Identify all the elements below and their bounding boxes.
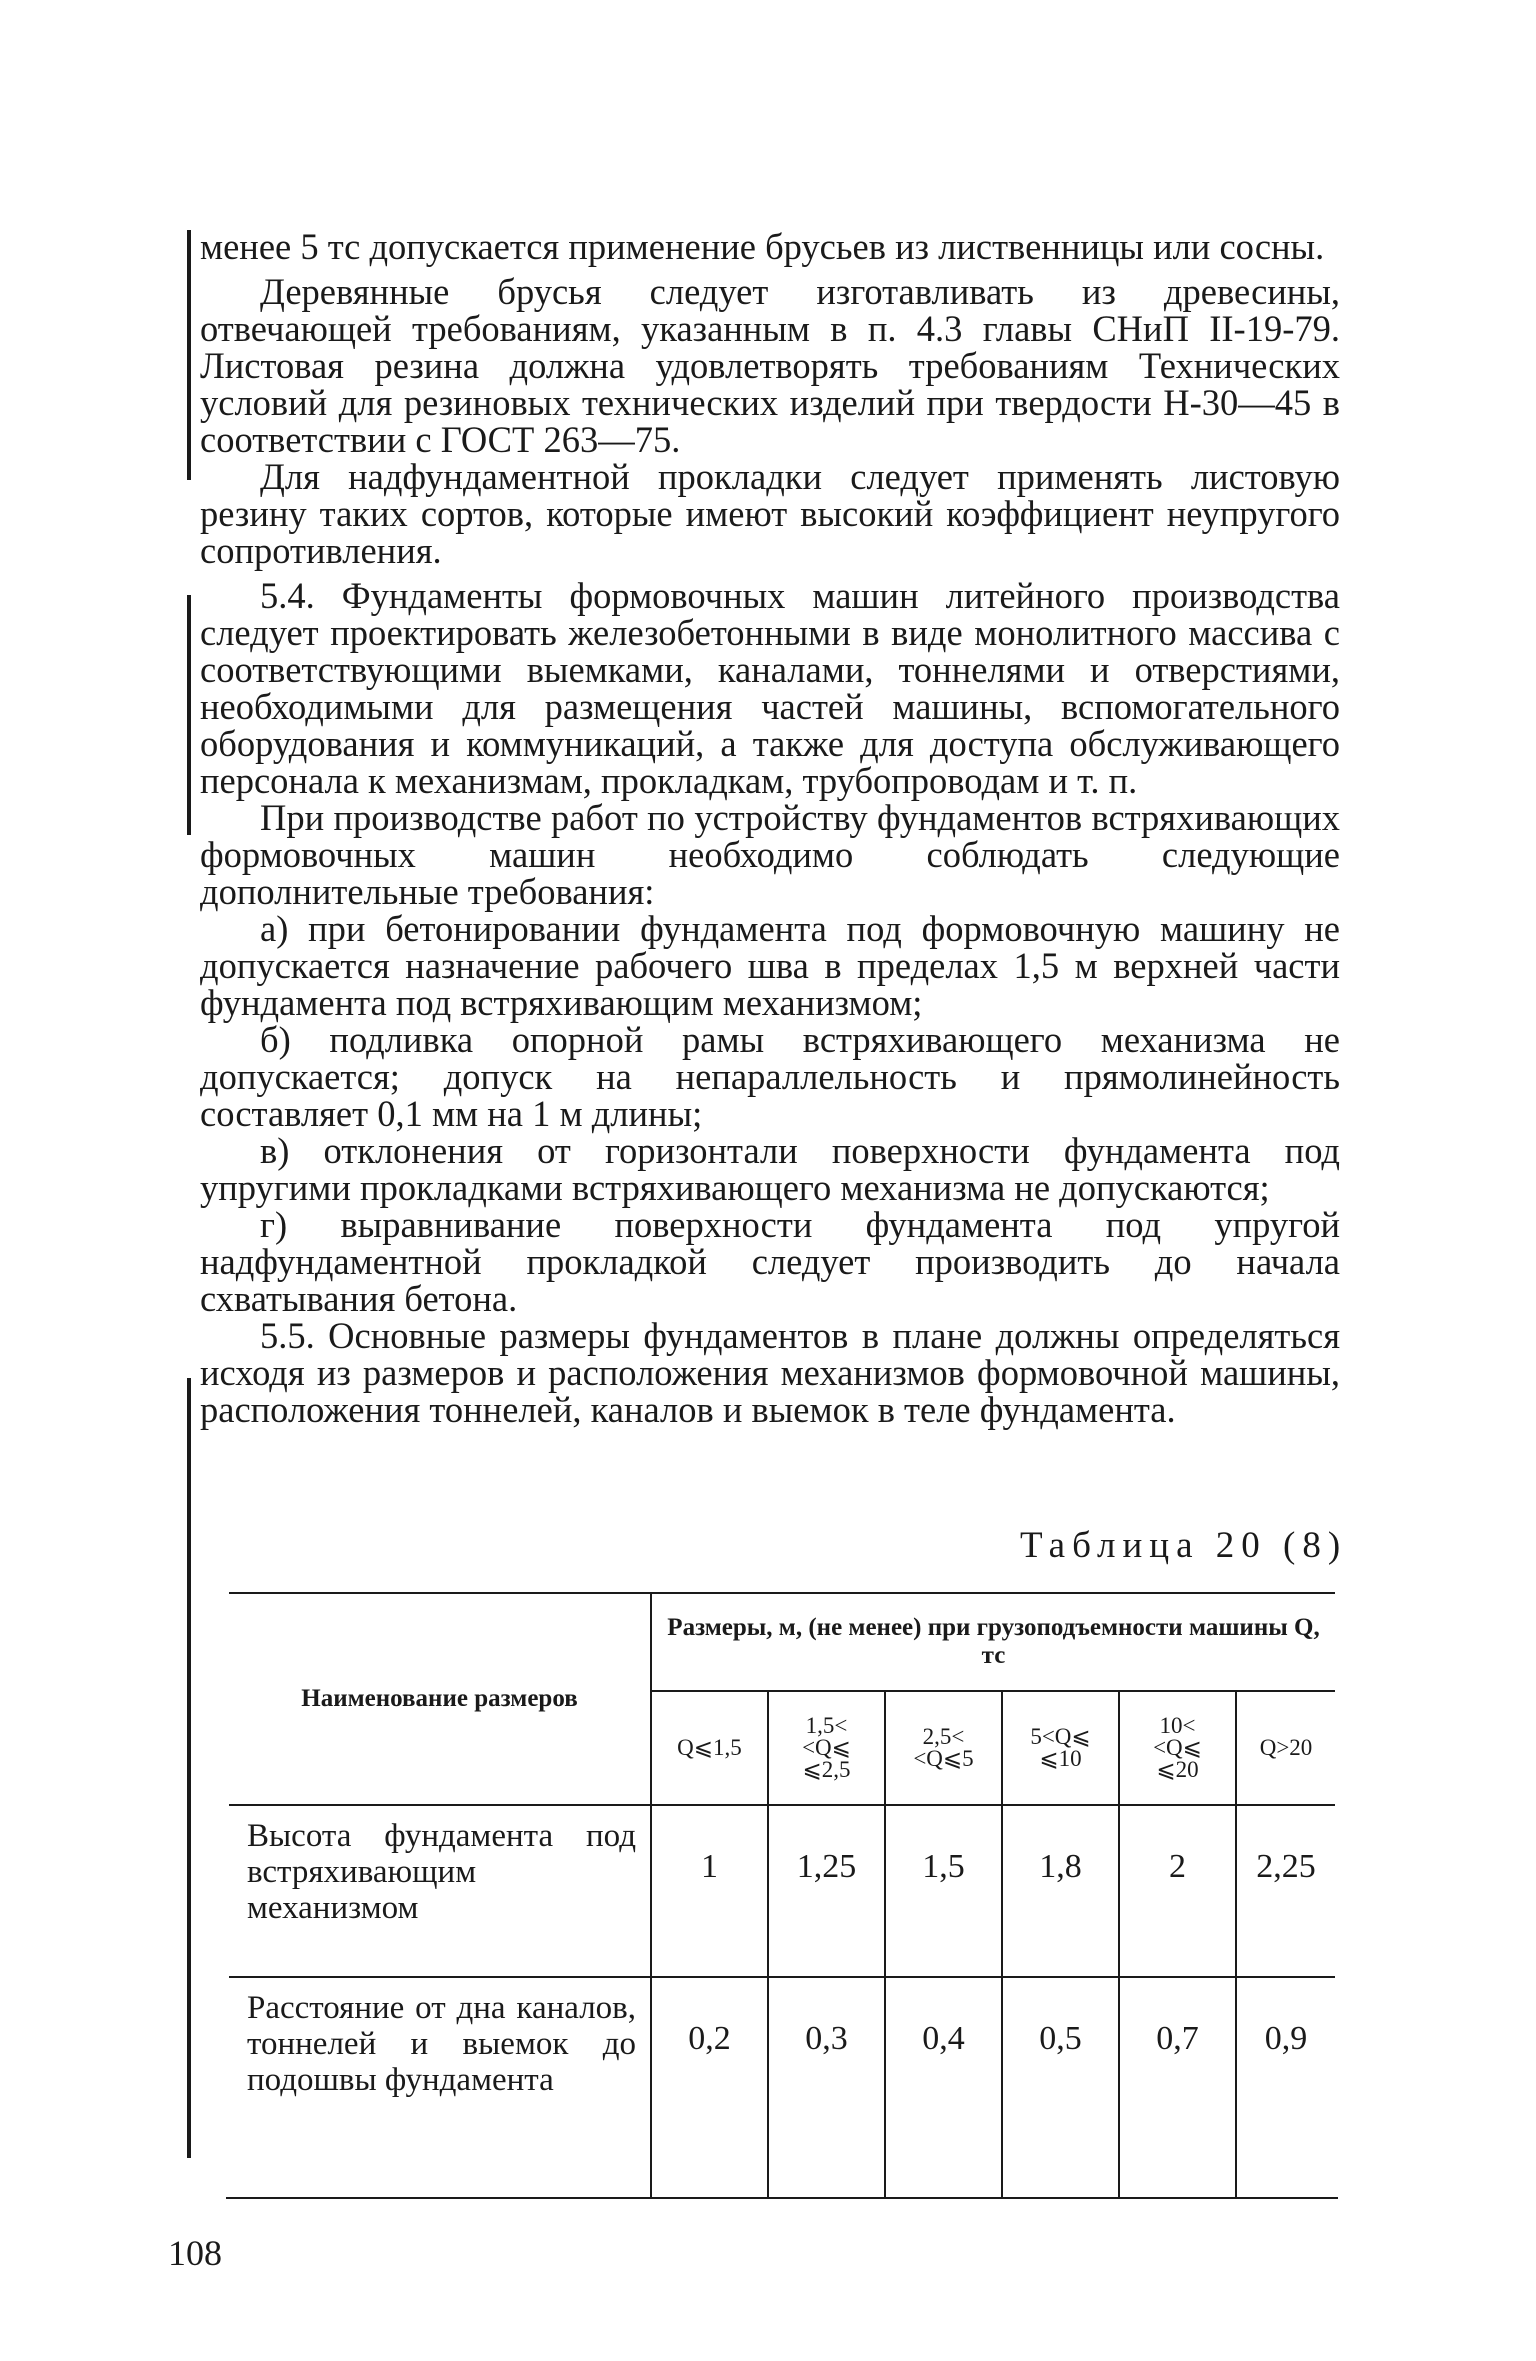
cell: 1,5 bbox=[885, 1805, 1002, 1977]
section-5-5: 5.5. Основные размеры фундаментов в плане должны определяться исходя из размеров и расположения механизмов формовочной машины, расположения тоннелей, каналов и выемок в теле фундамента. bbox=[200, 1315, 1340, 1430]
cell: 1,25 bbox=[768, 1805, 885, 1977]
revision-bar bbox=[187, 230, 191, 480]
list-item-a: а) при бетонировании фундамента под формовочную машину не допускается назначение рабочего шва в пределах 1,5 м верхней части фундамента под встряхивающим механизмом; bbox=[200, 908, 1340, 1023]
page-number: 108 bbox=[168, 2233, 222, 2273]
table-row bbox=[229, 1805, 1335, 1977]
paragraph: При производстве работ по устройству фундаментов встряхивающих формовочных машин необходимо соблюдать следующие дополнительные требования: bbox=[200, 797, 1340, 912]
table-row bbox=[229, 1977, 1335, 2199]
cell: 2,25 bbox=[1236, 1805, 1335, 1977]
dimensions-table bbox=[229, 1592, 1335, 2199]
header-name: Наименование размеров bbox=[229, 1593, 651, 1805]
column-header: 5<Q⩽ ⩽10 bbox=[1002, 1691, 1119, 1805]
section-5-4: 5.4. Фундаменты формовочных машин литейного производства следует проектировать железобетонными в виде монолитного массива с соответствующими выемками, каналами, тоннелями и отверстиями, необходимыми для размещения частей машины, вспомогательного оборудования и коммуникаций, а также для доступа обслуживающего персонала к механизмам, прокладкам, трубопроводам и т. п. bbox=[200, 575, 1340, 801]
cell: 0,9 bbox=[1264, 2020, 1308, 2057]
list-item-g: г) выравнивание поверхности фундамента под упругой надфундаментной прокладкой следует производить до начала схватывания бетона. bbox=[200, 1204, 1340, 1319]
cell: 1 bbox=[651, 1805, 768, 1977]
cell: 0,7 bbox=[1119, 1977, 1236, 2199]
paragraph: Деревянные брусья следует изготавливать из древесины, отвечающей требованиям, указанным в п. 4.3 главы СНиП II-19-79. Листовая резина должна удовлетворять требованиям Технических условий для резиновых технических изделий при твердости Н-30—45 в соответствии с ГОСТ 263—75. bbox=[200, 271, 1340, 460]
paragraph: Для надфундаментной прокладки следует применять листовую резину таких сортов, которые имеют высокий коэффициент неупругого сопротивления. bbox=[200, 456, 1340, 571]
revision-bar bbox=[187, 595, 191, 835]
body-text bbox=[200, 228, 1340, 1428]
cell: 0,4 bbox=[885, 1977, 1002, 2199]
column-header: 10< <Q⩽ ⩽20 bbox=[1119, 1691, 1236, 1805]
column-header: Q>20 bbox=[1236, 1691, 1335, 1805]
revision-bar bbox=[187, 1378, 191, 2158]
row-name: Расстояние от дна каналов, тоннелей и выемок до подошвы фундамента bbox=[229, 1977, 651, 2199]
row-name: Высота фундамента под встряхивающим механизмом bbox=[229, 1805, 651, 1977]
cell: 0,3 bbox=[768, 1977, 885, 2199]
cell: 0,5 bbox=[1002, 1977, 1119, 2199]
cell: 0,2 bbox=[651, 1977, 768, 2199]
cell: 1,8 bbox=[1002, 1805, 1119, 1977]
column-header: 2,5< <Q⩽5 bbox=[885, 1691, 1002, 1805]
header-group: Размеры, м, (не менее) при грузоподъемности машины Q, тс bbox=[651, 1593, 1335, 1691]
paragraph: менее 5 тс допускается применение брусьев из лиственницы или сосны. bbox=[200, 226, 1325, 267]
table-caption: Таблица 20 (8) bbox=[1020, 1525, 1348, 1566]
column-header: Q⩽1,5 bbox=[651, 1691, 768, 1805]
list-item-b: б) подливка опорной рамы встряхивающего механизма не допускается; допуск на непараллельность и прямолинейность составляет 0,1 мм на 1 м длины; bbox=[200, 1019, 1340, 1134]
cell: 2 bbox=[1119, 1805, 1236, 1977]
table-bottom-rule bbox=[226, 2197, 1338, 2199]
column-header: 1,5< <Q⩽ ⩽2,5 bbox=[768, 1691, 885, 1805]
list-item-v: в) отклонения от горизонтали поверхности фундамента под упругими прокладками встряхивающего механизма не допускаются; bbox=[200, 1130, 1340, 1208]
